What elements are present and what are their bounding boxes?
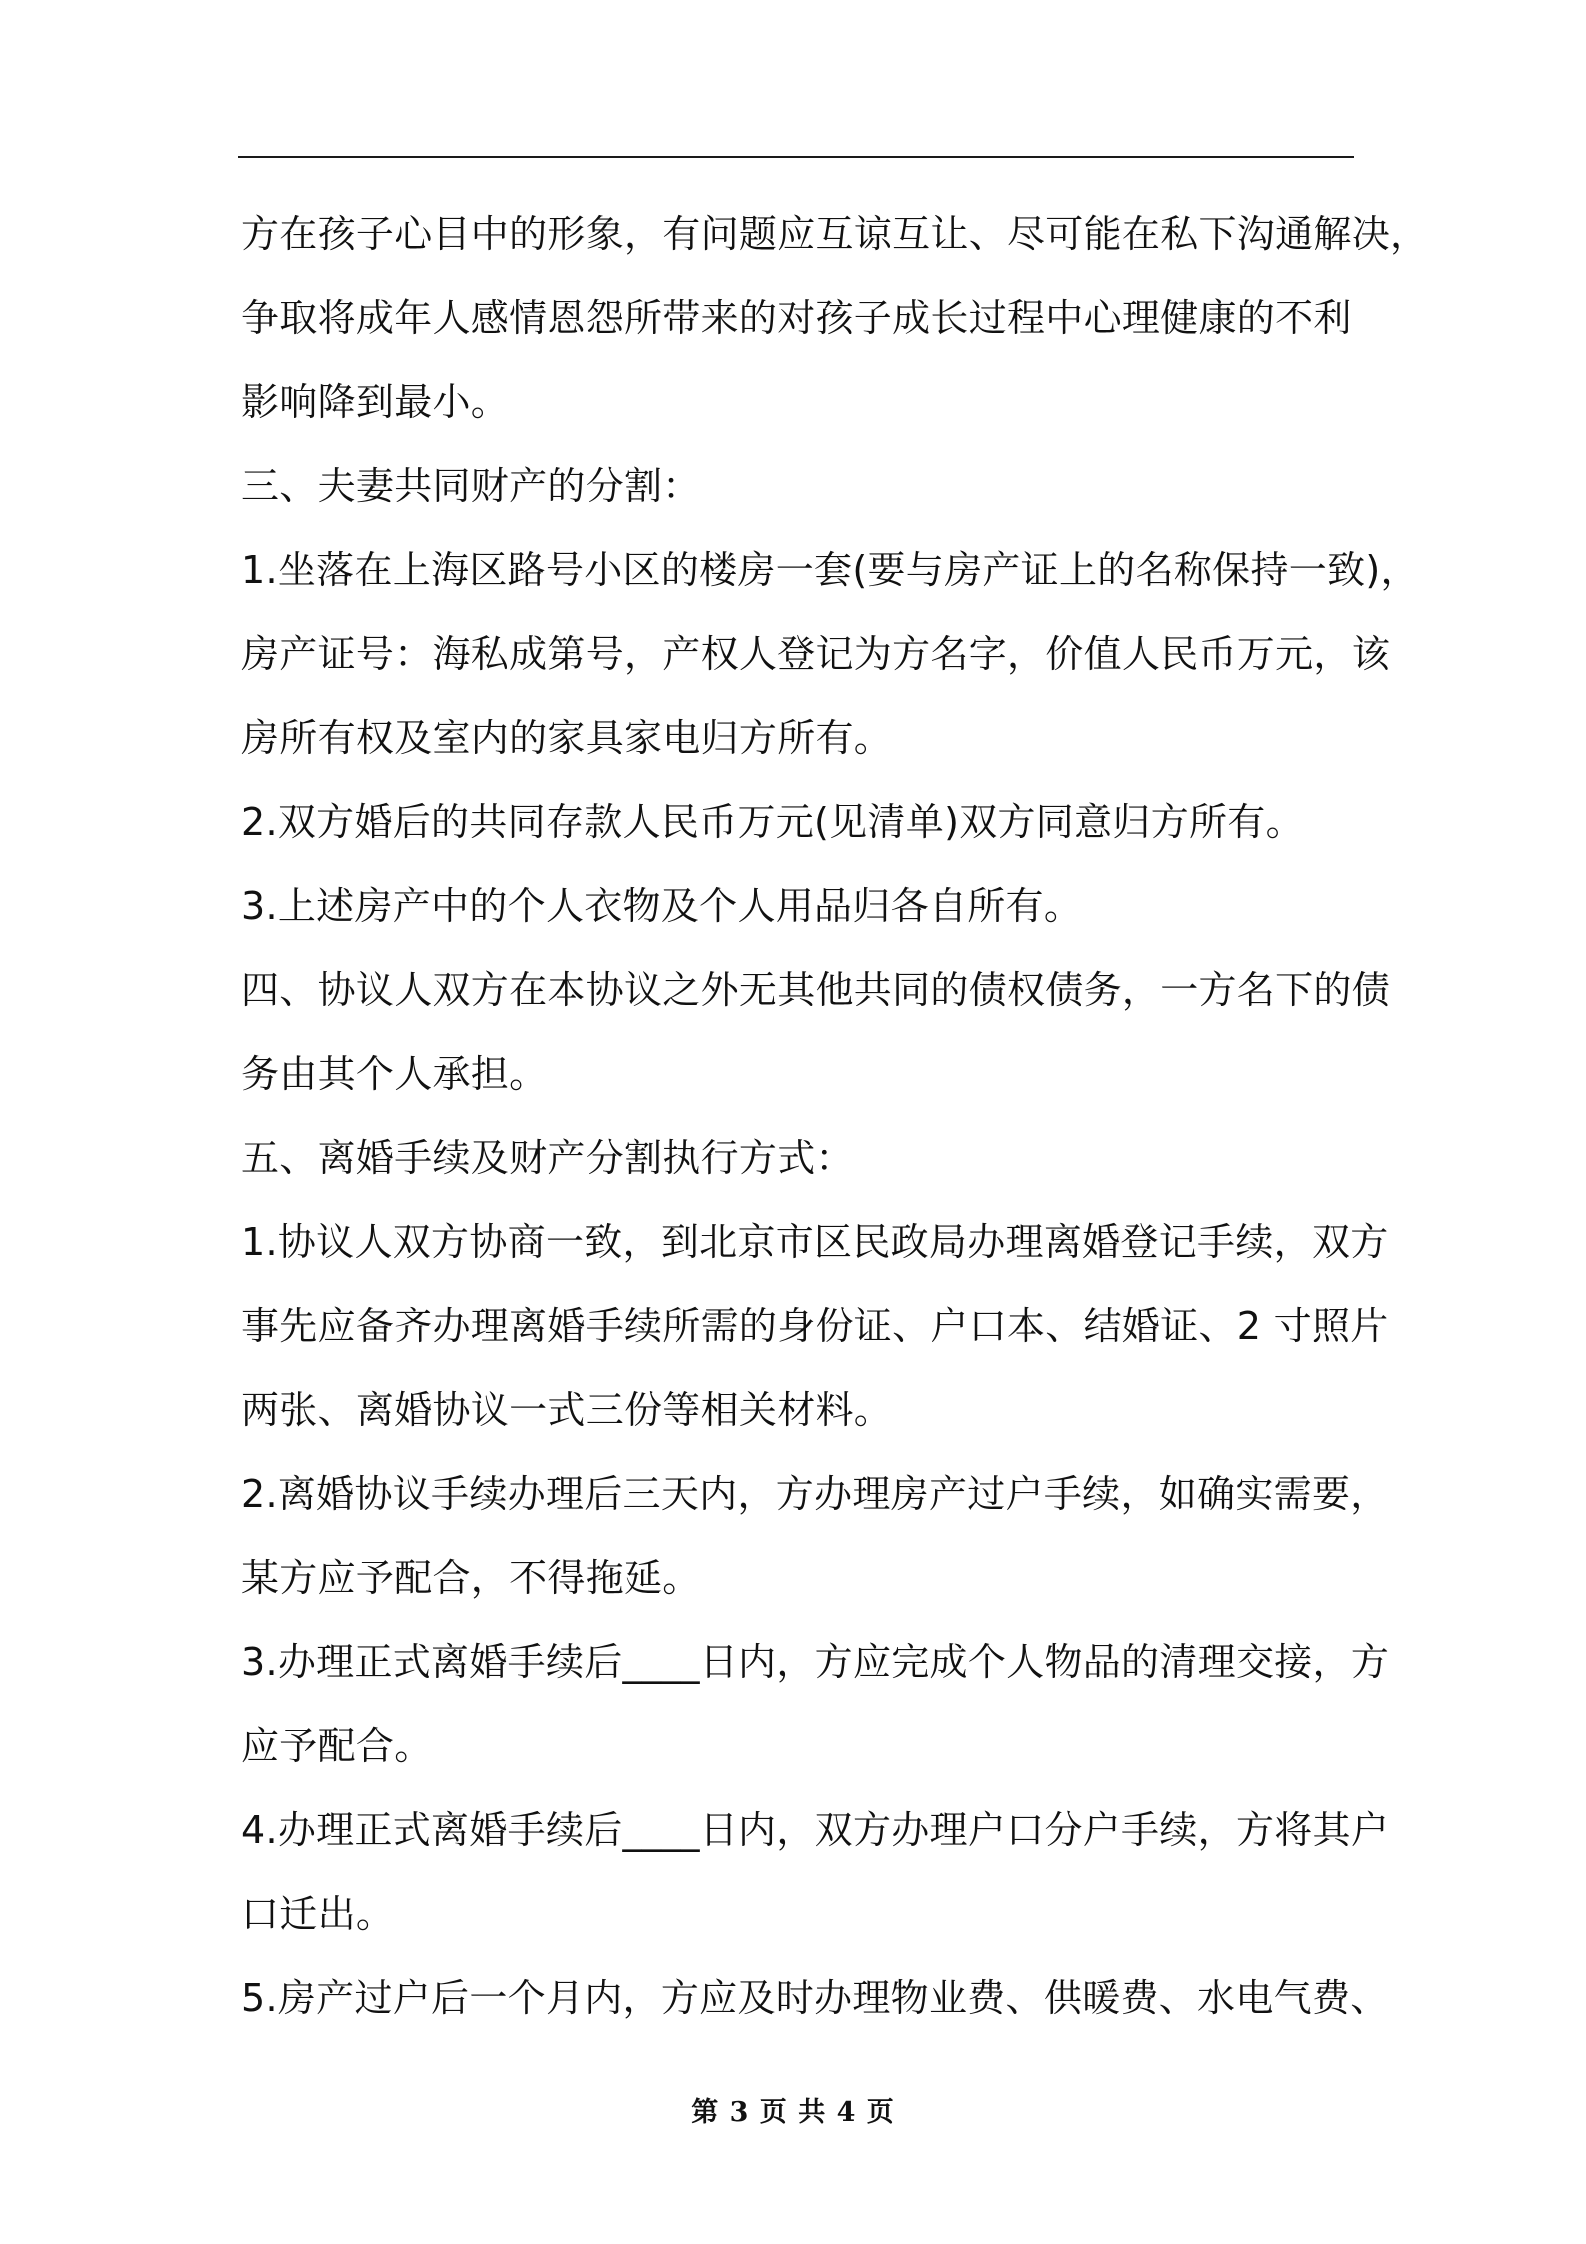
- text-line: 2.双方婚后的共同存款人民币万元(见清单)双方同意归方所有。: [241, 800, 1304, 844]
- text-line: 2.离婚协议手续办理后三天内，方办理房产过户手续，如确实需要，: [241, 1472, 1389, 1516]
- text-line: 3.办理正式离婚手续后____日内，方应完成个人物品的清理交接，方: [241, 1640, 1390, 1684]
- text-line: 口迁出。: [241, 1892, 395, 1936]
- text-line: 务由其个人承担。: [241, 1052, 548, 1096]
- text-line: 5.房产过户后一个月内，方应及时办理物业费、供暖费、水电气费、: [241, 1976, 1389, 2020]
- text-line: 两张、离婚协议一式三份等相关材料。: [241, 1388, 893, 1432]
- document-body: [241, 192, 1429, 2040]
- text-line: 应予配合。: [241, 1724, 433, 1768]
- text-line: 房所有权及室内的家具家电归方所有。: [241, 716, 893, 760]
- text-line: 房产证号：海私成第号，产权人登记为方名字，价值人民币万元，该: [241, 632, 1391, 676]
- text-line: 方在孩子心目中的形象，有问题应互谅互让、尽可能在私下沟通解决，: [241, 212, 1429, 256]
- text-line: 某方应予配合，不得拖延。: [241, 1556, 701, 1600]
- text-line: 争取将成年人感情恩怨所带来的对孩子成长过程中心理健康的不利: [241, 296, 1352, 340]
- page-number-footer: 第 3 页 共 4 页: [691, 2097, 895, 2128]
- text-line: 4.办理正式离婚手续后____日内，双方办理户口分户手续，方将其户: [241, 1808, 1390, 1852]
- text-line: 1.坐落在上海区路号小区的楼房一套(要与房产证上的名称保持一致)，: [241, 548, 1419, 592]
- section-heading: 四、协议人双方在本协议之外无其他共同的债权债务，一方名下的债: [241, 968, 1391, 1012]
- section-heading: 三、夫妻共同财产的分割：: [241, 464, 701, 508]
- section-heading: 五、离婚手续及财产分割执行方式：: [241, 1136, 854, 1180]
- text-line: 1.协议人双方协商一致，到北京市区民政局办理离婚登记手续，双方: [241, 1220, 1389, 1264]
- header-rule: [238, 156, 1354, 158]
- text-line: 影响降到最小。: [241, 380, 510, 424]
- text-line: 3.上述房产中的个人衣物及个人用品归各自所有。: [241, 884, 1083, 928]
- text-line: 事先应备齐办理离婚手续所需的身份证、户口本、结婚证、2 寸照片: [241, 1304, 1389, 1348]
